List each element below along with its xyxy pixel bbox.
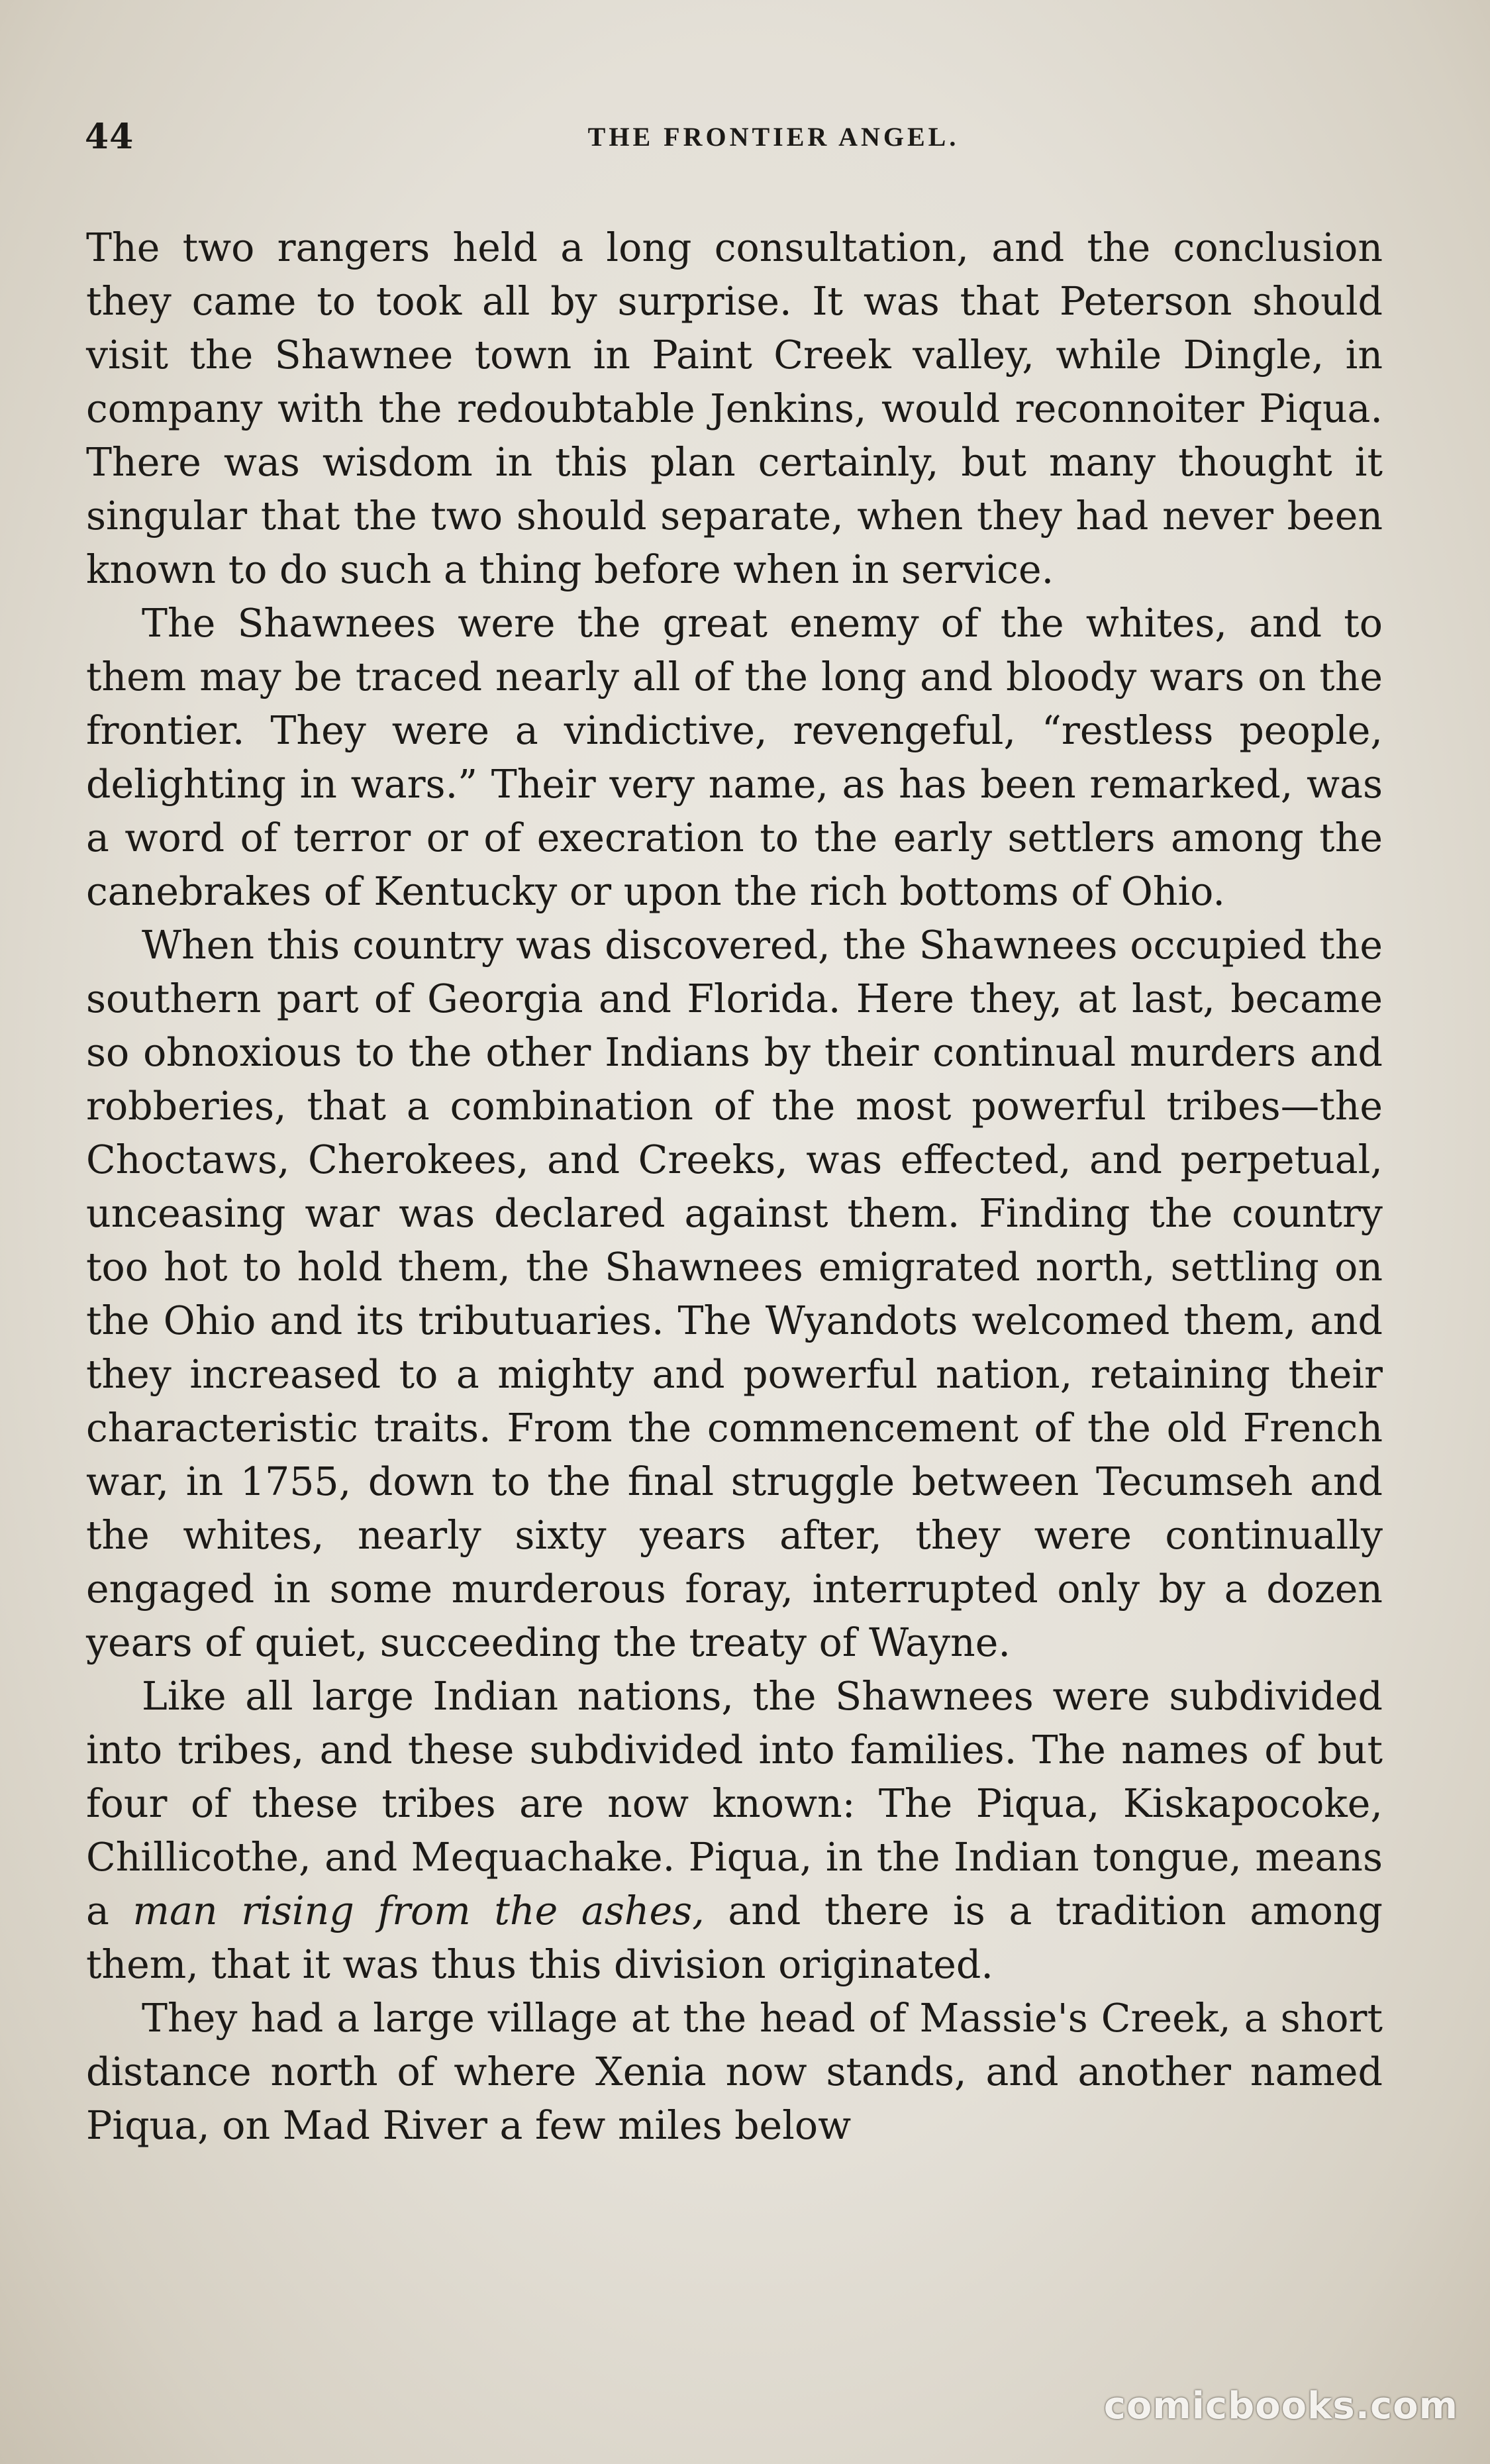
running-head: THE FRONTIER ANGEL. [587,122,960,152]
page-header [85,114,1383,160]
paragraph-rangers-consultation: The two rangers held a long consultation, and the conclusion they came to took all by surprise. It was that Peterson should visit the Shawnee town in Paint Creek valley, while Dingle, in company with the redoubtable Jenkins, would reconnoiter Piqua. There was wisdom in this plan certainly, but many thought it singular that the two should separate, when they had never been known to do such a thing before when in service. [86,225,1383,592]
paragraph-village-locations: They had a large village at the head of Massie's Creek, a short distance north of where Xenia now stands, and another named Piqua, on Mad River a few miles below [86,1996,1383,2148]
paragraph-shawnee-tribes [86,1670,1383,1992]
body-text [86,221,1383,2153]
paragraph-shawnees-enemy: The Shawnees were the great enemy of the whites, and to them may be traced nearly all of the long and bloody wars on the frontier. They were a vindictive, revengeful, “restless people, delighting in wars.” Their very name, as has been remarked, was a word of terror or of execration to the early settlers among the canebrakes of Kentucky or upon the rich bottoms of Ohio. [86,601,1383,914]
watermark: comicbooks.com [1103,2385,1458,2428]
paragraph-tribes-text-before: Like all large Indian nations, the Shawnees were subdivided into tribes, and these subdivided into families. The names of but four of these tribes are now known: The Piqua, Kiskapocoke, Chillicothe, and Mequachake. Piqua, in the Indian tongue, means a [86,1674,1383,1933]
paragraph-tribes-text-after: and there is a tradition among them, that it was thus this division originated. [86,1888,1383,1987]
paragraph-shawnee-history: When this country was discovered, the Shawnees occupied the southern part of Georgia and Florida. Here they, at last, became so obnoxious to the other Indians by their continual murders and robberies, that a combination of the most powerful tribes—the Choctaws, Cherokees, and Creeks, was effected, and perpetual, unceasing war was declared against them. Finding the country too hot to hold them, the Shawnees emigrated north, settling on the Ohio and its tributuaries. The Wyandots welcomed them, and they increased to a mighty and powerful nation, retaining their characteristic traits. From the commencement of the old French war, in 1755, down to the final struggle between Tecumseh and the whites, nearly sixty years after, they were continually engaged in some murderous foray, interrupted only by a dozen years of quiet, succeeding the treaty of Wayne. [86,923,1383,1665]
page-number: 44 [85,117,134,157]
paragraph-tribes-emphasis: man rising from the ashes, [132,1888,705,1933]
